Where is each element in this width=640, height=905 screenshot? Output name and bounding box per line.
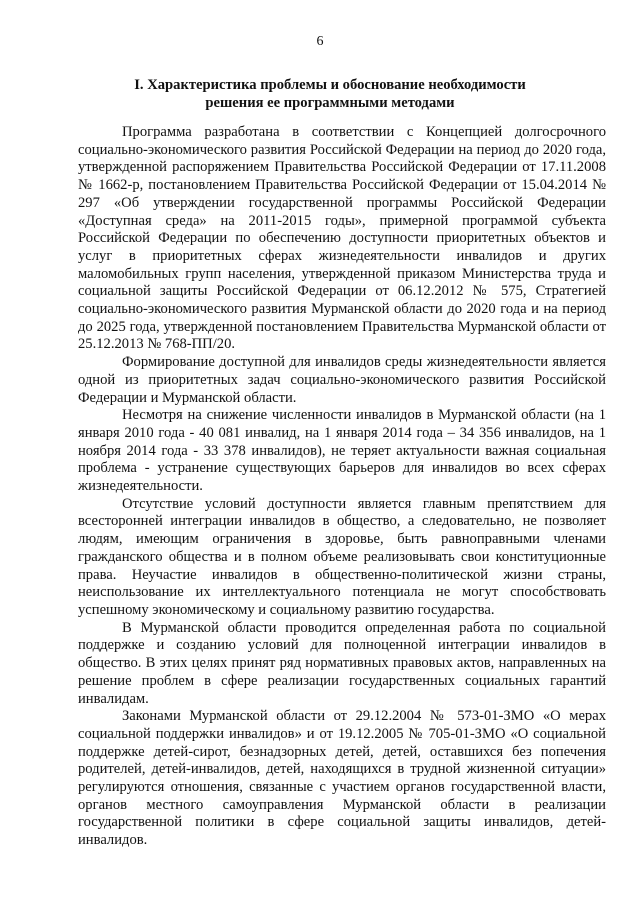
- document-body: [78, 124, 606, 850]
- paragraph-accessible-environment: Формирование доступной для инвалидов среды жизнедеятельности является одной из приоритетных задач социально-экономического развития Российской Федерации и Мурманской области.: [78, 354, 606, 406]
- section-heading-line-2: решения ее программными методами: [205, 95, 455, 111]
- section-heading-line-1: I. Характеристика проблемы и обоснование необходимости: [134, 77, 526, 93]
- paragraph-program-basis: Программа разработана в соответствии с Концепцией долгосрочного социально-экономического развития Российской Федерации на период до 2020 года, утвержденной распоряжением Правительства Российской Федерации от 17.11.2008 № 1662-р, постановлением Правительства Российской Федерации от 15.04.2014 № 297 «Об утверждении государственной программы Российской Федерации «Доступная среда» на 2011-2015 годы», примерной программой субъекта Российской Федерации по обеспечению доступности приоритетных объектов и услуг в приоритетных сферах жизнедеятельности инвалидов и других маломобильных групп населения, утвержденной приказом Министерства труда и социальной защиты Российской Федерации от 06.12.2012 № 575, Стратегией социально-экономического развития Мурманской области до 2020 года и на период до 2025 года, утвержденной постановлением Правительства Мурманской области от 25.12.2013 № 768-ПП/20.: [78, 124, 606, 353]
- section-heading: [60, 76, 600, 112]
- paragraph-disability-statistics: Несмотря на снижение численности инвалидов в Мурманской области (на 1 января 2010 года - 40 081 инвалид, на 1 января 2014 года – 34 356 инвалидов, на 1 ноября 2014 года - 33 378 инвалидов), не теряет актуальности важная социальная проблема - устранение существующих барьеров для инвалидов во всех сферах жизнедеятельности.: [78, 407, 606, 495]
- paragraph-accessibility-barriers: Отсутствие условий доступности является главным препятствием для всесторонней интеграции инвалидов в общество, а следовательно, не позволяет людям, имеющим ограничения в здоровье, быть равноправными членами гражданского общества и в полном объеме реализовывать свои конституционные права. Неучастие инвалидов в общественно-политической жизни страны, неиспользование их интеллектуального потенциала не могут способствовать успешному экономическому и социальному развитию государства.: [78, 495, 606, 618]
- paragraph-regional-laws: Законами Мурманской области от 29.12.2004 № 573-01-ЗМО «О мерах социальной поддержки инвалидов» и от 19.12.2005 № 705-01-ЗМО «О социальной поддержке детей-сирот, безнадзорных детей, детей, оставшихся без попечения родителей, детей-инвалидов, детей, находящихся в трудной жизненной ситуации» регулируются отношения, связанные с участием органов государственной власти, органов местного самоуправления Мурманской области в реализации государственной политики в сфере социальной защиты инвалидов, детей-инвалидов.: [78, 708, 606, 849]
- paragraph-regional-work: В Мурманской области проводится определенная работа по социальной поддержке и созданию условий для полноценной интеграции инвалидов в общество. В этих целях принят ряд нормативных правовых актов, направленных на решение проблем в сфере реализации государственных социальных гарантий инвалидам.: [78, 619, 606, 707]
- page-number: 6: [316, 34, 324, 49]
